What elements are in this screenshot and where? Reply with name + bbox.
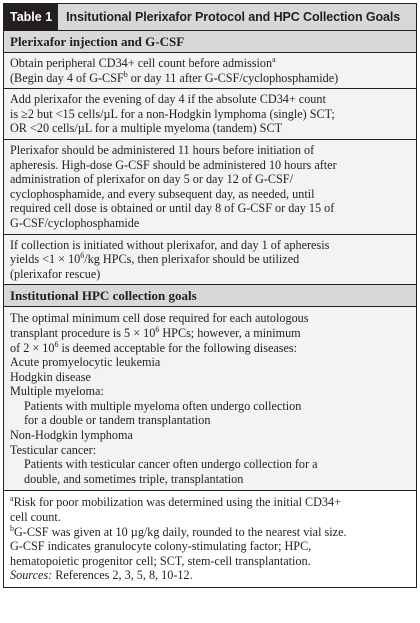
cell-text: /kg HPCs, then plerixafor should be utilized bbox=[84, 252, 300, 267]
section-heading-plerixafor: Plerixafor injection and G-CSF bbox=[4, 31, 416, 53]
cell-text: of 2 × 10 bbox=[10, 340, 55, 355]
cell-text: is deemed acceptable for the following diseases: bbox=[58, 340, 298, 355]
footnote-mark: a bbox=[272, 54, 276, 64]
row-administration-timing bbox=[4, 140, 416, 235]
footnote-mark: a bbox=[10, 494, 14, 504]
sources-label: Sources: bbox=[10, 568, 53, 583]
sources-text: References 2, 3, 5, 8, 10-12. bbox=[52, 568, 193, 583]
cell-text: required cell dose is obtained or until day 8 of G-CSF or day 15 of bbox=[10, 201, 335, 216]
footnote-text: cell count. bbox=[10, 510, 61, 525]
cell-text: or day 11 after G-CSF/cyclophosphamide) bbox=[127, 70, 339, 85]
section-heading-hpc-goals: Institutional HPC collection goals bbox=[4, 285, 416, 307]
disease-note: Patients with testicular cancer often undergo collection for a bbox=[24, 457, 318, 472]
disease-item: Acute promyelocytic leukemia bbox=[10, 355, 161, 370]
cell-text: is ≥2 but <15 cells/µL for a non-Hodgkin lymphoma (single) SCT; bbox=[10, 106, 335, 121]
exponent: 6 bbox=[155, 324, 160, 334]
disease-note: Patients with multiple myeloma often undergo collection bbox=[24, 398, 302, 413]
cell-text: apheresis. High-dose G-CSF should be administered 10 hours after bbox=[10, 157, 337, 172]
cell-text: Add plerixafor the evening of day 4 if the absolute CD34+ count bbox=[10, 92, 326, 107]
disease-note: for a double or tandem transplantation bbox=[24, 413, 211, 428]
cell-text: Plerixafor should be administered 11 hours before initiation of bbox=[10, 142, 315, 157]
cell-text: The optimal minimum cell dose required for each autologous bbox=[10, 311, 309, 326]
footnote-text: G-CSF was given at 10 µg/kg daily, rounded to the nearest vial size. bbox=[14, 524, 347, 539]
disease-item: Testicular cancer: bbox=[10, 442, 97, 457]
abbreviations-text: G-CSF indicates granulocyte colony-stimulating factor; HPC, bbox=[10, 539, 312, 554]
protocol-table bbox=[3, 3, 417, 588]
footnote-mark: b bbox=[10, 523, 14, 533]
exponent: 6 bbox=[54, 339, 59, 349]
cell-text: transplant procedure is 5 × 10 bbox=[10, 325, 156, 340]
cell-text: (Begin day 4 of G-CSF bbox=[10, 70, 124, 85]
cell-text: (plerixafor rescue) bbox=[10, 266, 101, 281]
exponent: 6 bbox=[80, 251, 85, 261]
cell-text: If collection is initiated without plerixafor, and day 1 of apheresis bbox=[10, 237, 330, 252]
table-footnotes bbox=[4, 491, 416, 587]
disease-item: Multiple myeloma: bbox=[10, 384, 104, 399]
cell-text: administration of plerixafor on day 5 or day 12 of G-CSF/ bbox=[10, 172, 293, 187]
disease-item: Non-Hodgkin lymphoma bbox=[10, 428, 133, 443]
cell-text: Obtain peripheral CD34+ cell count before admission bbox=[10, 56, 273, 70]
disease-note: double, and sometimes triple, transplantation bbox=[24, 471, 244, 486]
abbreviations-text: hematopoietic progenitor cell; SCT, stem-cell transplantation. bbox=[10, 553, 311, 568]
table-title-bar bbox=[4, 4, 416, 31]
row-add-plerixafor bbox=[4, 89, 416, 140]
table-title: Insitutional Plerixafor Protocol and HPC Collection Goals bbox=[66, 10, 401, 24]
cell-text: OR <20 cells/µL for a multiple myeloma (tandem) SCT bbox=[10, 121, 283, 136]
cell-text: HPCs; however, a minimum bbox=[159, 325, 301, 340]
disease-item: Hodgkin disease bbox=[10, 369, 91, 384]
row-plerixafor-rescue bbox=[4, 235, 416, 286]
cell-text: G-CSF/cyclophosphamide bbox=[10, 215, 140, 230]
cell-text: yields <1 × 10 bbox=[10, 252, 81, 267]
table-number-label: Table 1 bbox=[4, 4, 58, 30]
cell-text: cyclophosphamide, and every subsequent day, as needed, until bbox=[10, 186, 315, 201]
row-admission-count bbox=[4, 53, 416, 89]
footnote-text: Risk for poor mobilization was determined using the initial CD34+ bbox=[13, 495, 341, 510]
row-hpc-goals bbox=[4, 307, 416, 491]
footnote-mark: b bbox=[123, 69, 128, 79]
